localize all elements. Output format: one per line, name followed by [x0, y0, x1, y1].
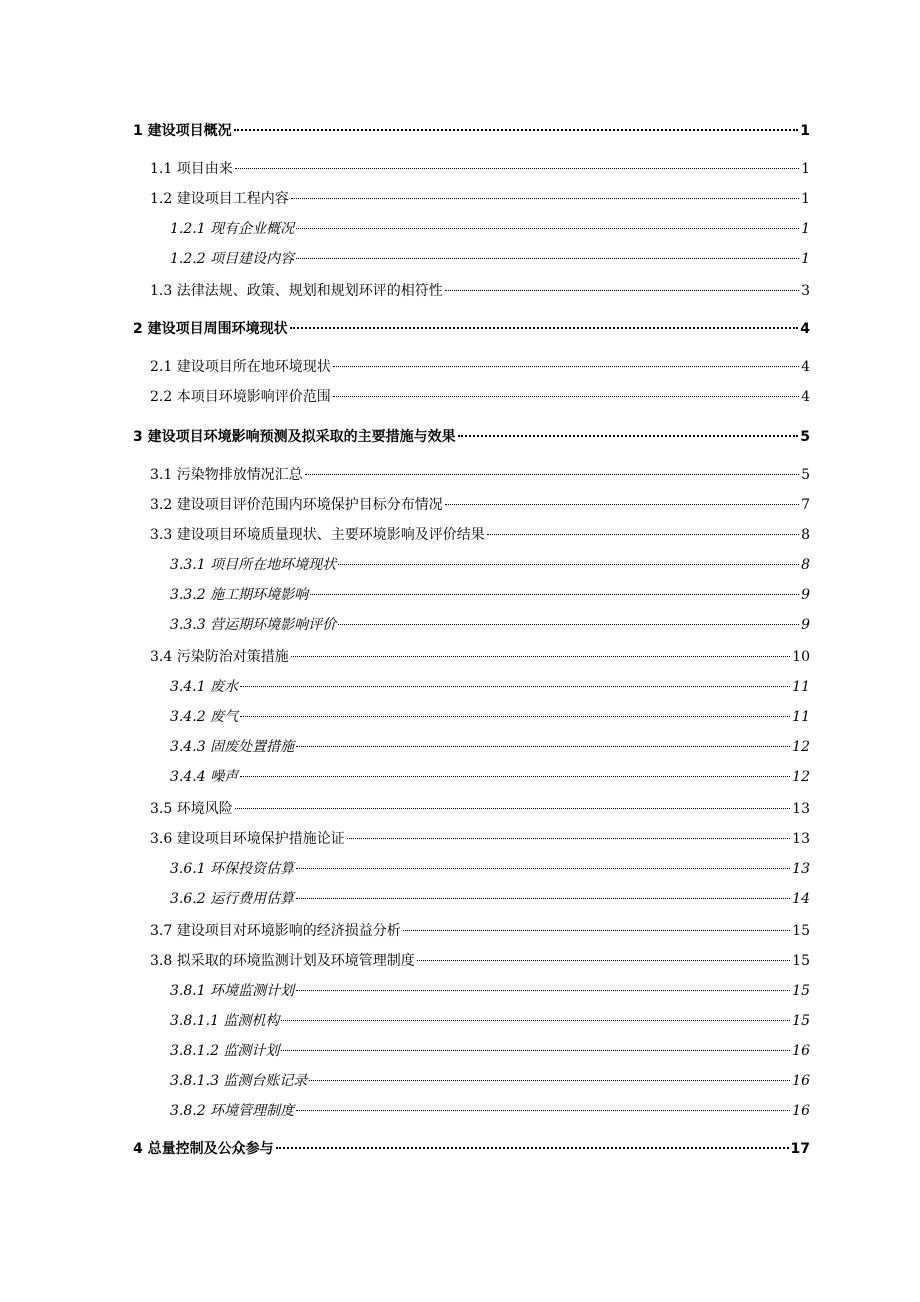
dot-leader: [333, 366, 799, 367]
toc-entry[interactable]: [133, 1139, 810, 1159]
dot-leader: [347, 838, 790, 839]
dot-leader: [458, 435, 799, 437]
toc-entry[interactable]: [150, 495, 810, 515]
toc-page-number: 11: [792, 679, 810, 695]
toc-entry[interactable]: [150, 951, 810, 971]
toc-page-number: 9: [801, 617, 810, 633]
dot-leader: [291, 656, 790, 657]
toc-entry-title: 3.4 污染防治对策措施: [150, 649, 289, 665]
toc-entry[interactable]: [170, 889, 810, 909]
toc-entry[interactable]: [170, 677, 810, 697]
dot-leader: [240, 776, 790, 777]
toc-entry-title: 3.8.1.1 监测机构: [170, 1013, 280, 1029]
toc-page-number: 13: [792, 801, 810, 817]
toc-page-number: 4: [801, 389, 810, 405]
toc-page-number: 3: [801, 283, 810, 299]
toc-entry-title: 1.3 法律法规、政策、规划和规划环评的相符性: [150, 283, 443, 299]
toc-entry[interactable]: [150, 465, 810, 485]
toc-page-number: 15: [792, 953, 810, 969]
dot-leader: [296, 1110, 790, 1111]
dot-leader: [234, 129, 799, 131]
toc-entry-title: 3 建设项目环境影响预测及拟采取的主要措施与效果: [133, 429, 456, 445]
toc-page-number: 13: [792, 861, 810, 877]
toc-entry[interactable]: [170, 859, 810, 879]
dot-leader: [338, 624, 799, 625]
dot-leader: [296, 990, 790, 991]
dot-leader: [333, 396, 799, 397]
toc-entry-title: 2.2 本项目环境影响评价范围: [150, 389, 331, 405]
toc-entry-title: 1 建设项目概况: [133, 123, 232, 139]
toc-entry[interactable]: [150, 647, 810, 667]
toc-page-number: 15: [792, 983, 810, 999]
toc-page-number: 1: [801, 251, 810, 267]
toc-entry-title: 3.3.3 营运期环境影响评价: [170, 617, 337, 633]
dot-leader: [235, 808, 790, 809]
toc-entry-title: 3.8.1 环境监测计划: [170, 983, 295, 999]
toc-entry-title: 3.3.1 项目所在地环境现状: [170, 557, 337, 573]
dot-leader: [240, 716, 790, 717]
toc-page-number: 10: [792, 649, 810, 665]
dot-leader: [296, 868, 790, 869]
toc-entry-title: 3.8.1.3 监测台账记录: [170, 1073, 308, 1089]
toc-entry[interactable]: [150, 189, 810, 209]
toc-page-number: 5: [800, 429, 810, 445]
dot-leader: [276, 1147, 789, 1149]
toc-entry[interactable]: [170, 555, 810, 575]
dot-leader: [240, 686, 790, 687]
toc-page-number: 1: [801, 191, 810, 207]
toc-entry[interactable]: [170, 1071, 810, 1091]
toc-entry-title: 3.8.1.2 监测计划: [170, 1043, 280, 1059]
dot-leader: [417, 960, 790, 961]
toc-page-number: 9: [801, 587, 810, 603]
toc-page-number: 8: [801, 527, 810, 543]
dot-leader: [296, 898, 790, 899]
dot-leader: [487, 534, 799, 535]
toc-page-number: 1: [800, 123, 810, 139]
toc-entry[interactable]: [170, 707, 810, 727]
toc-page-number: 15: [792, 1013, 810, 1029]
toc-entry[interactable]: [170, 767, 810, 787]
toc-entry-title: 3.8.2 环境管理制度: [170, 1103, 295, 1119]
toc-page-number: 4: [800, 321, 810, 337]
toc-entry-title: 1.1 项目由来: [150, 161, 233, 177]
toc-entry-title: 3.8 拟采取的环境监测计划及环境管理制度: [150, 953, 415, 969]
toc-entry[interactable]: [150, 525, 810, 545]
toc-entry-title: 3.2 建设项目评价范围内环境保护目标分布情况: [150, 497, 443, 513]
toc-entry-title: 3.4.3 固废处置措施: [170, 739, 295, 755]
toc-entry-title: 3.6.1 环保投资估算: [170, 861, 295, 877]
toc-page-number: 7: [801, 497, 810, 513]
toc-entry-title: 3.7 建设项目对环境影响的经济损益分析: [150, 923, 401, 939]
toc-entry-title: 3.3.2 施工期环境影响: [170, 587, 309, 603]
toc-entry[interactable]: [133, 319, 810, 339]
toc-page-number: 13: [792, 831, 810, 847]
toc-page-number: 5: [801, 467, 810, 483]
toc-entry-title: 3.3 建设项目环境质量现状、主要环境影响及评价结果: [150, 527, 485, 543]
dot-leader: [235, 168, 799, 169]
toc-entry[interactable]: [150, 357, 810, 377]
toc-entry[interactable]: [133, 121, 810, 141]
toc-entry-title: 2 建设项目周围环境现状: [133, 321, 288, 337]
dot-leader: [338, 564, 799, 565]
toc-entry[interactable]: [150, 799, 810, 819]
toc-entry-title: 1.2.1 现有企业概况: [170, 221, 295, 237]
toc-entry-title: 3.4.2 废气: [170, 709, 239, 725]
dot-leader: [291, 198, 799, 199]
toc-entry-title: 2.1 建设项目所在地环境现状: [150, 359, 331, 375]
toc-entry[interactable]: [170, 585, 810, 605]
toc-page-number: 1: [801, 221, 810, 237]
toc-entry-title: 4 总量控制及公众参与: [133, 1141, 274, 1157]
toc-page-number: 16: [792, 1073, 810, 1089]
toc-entry-title: 1.2 建设项目工程内容: [150, 191, 289, 207]
toc-entry[interactable]: [170, 981, 810, 1001]
toc-entry[interactable]: [170, 1101, 810, 1121]
toc-entry[interactable]: [170, 219, 810, 239]
toc-entry-title: 3.6 建设项目环境保护措施论证: [150, 831, 345, 847]
dot-leader: [310, 594, 799, 595]
dot-leader: [296, 258, 799, 259]
toc-page-number: 14: [792, 891, 810, 907]
dot-leader: [309, 1080, 790, 1081]
dot-leader: [290, 327, 799, 329]
dot-leader: [305, 474, 799, 475]
toc-entry[interactable]: [170, 249, 810, 269]
toc-entry[interactable]: [170, 1041, 810, 1061]
dot-leader: [281, 1050, 790, 1051]
toc-page-number: 12: [792, 739, 810, 755]
toc-entry[interactable]: [170, 615, 810, 635]
toc-page-number: 4: [801, 359, 810, 375]
toc-page-number: 8: [801, 557, 810, 573]
toc-page-number: 16: [792, 1043, 810, 1059]
dot-leader: [281, 1020, 790, 1021]
toc-entry-title: 3.6.2 运行费用估算: [170, 891, 295, 907]
toc-entry-title: 3.1 污染物排放情况汇总: [150, 467, 303, 483]
toc-page-number: 16: [792, 1103, 810, 1119]
toc-entry-title: 3.4.1 废水: [170, 679, 239, 695]
toc-entry[interactable]: [150, 921, 810, 941]
toc-entry[interactable]: [150, 387, 810, 407]
toc-entry-title: 3.4.4 噪声: [170, 769, 239, 785]
dot-leader: [296, 228, 799, 229]
toc-entry[interactable]: [150, 829, 810, 849]
dot-leader: [445, 504, 799, 505]
toc-entry[interactable]: [133, 427, 810, 447]
toc-page-number: 11: [792, 709, 810, 725]
dot-leader: [445, 290, 799, 291]
dot-leader: [296, 746, 790, 747]
dot-leader: [403, 930, 790, 931]
toc-entry-title: 3.5 环境风险: [150, 801, 233, 817]
toc-entry[interactable]: [170, 737, 810, 757]
toc-page-number: 1: [801, 161, 810, 177]
toc-entry[interactable]: [150, 281, 810, 301]
toc-entry-title: 1.2.2 项目建设内容: [170, 251, 295, 267]
toc-page-number: 15: [792, 923, 810, 939]
toc-entry[interactable]: [150, 159, 810, 179]
toc-page-number: 12: [792, 769, 810, 785]
toc-page-number: 17: [790, 1141, 810, 1157]
toc-entry[interactable]: [170, 1011, 810, 1031]
